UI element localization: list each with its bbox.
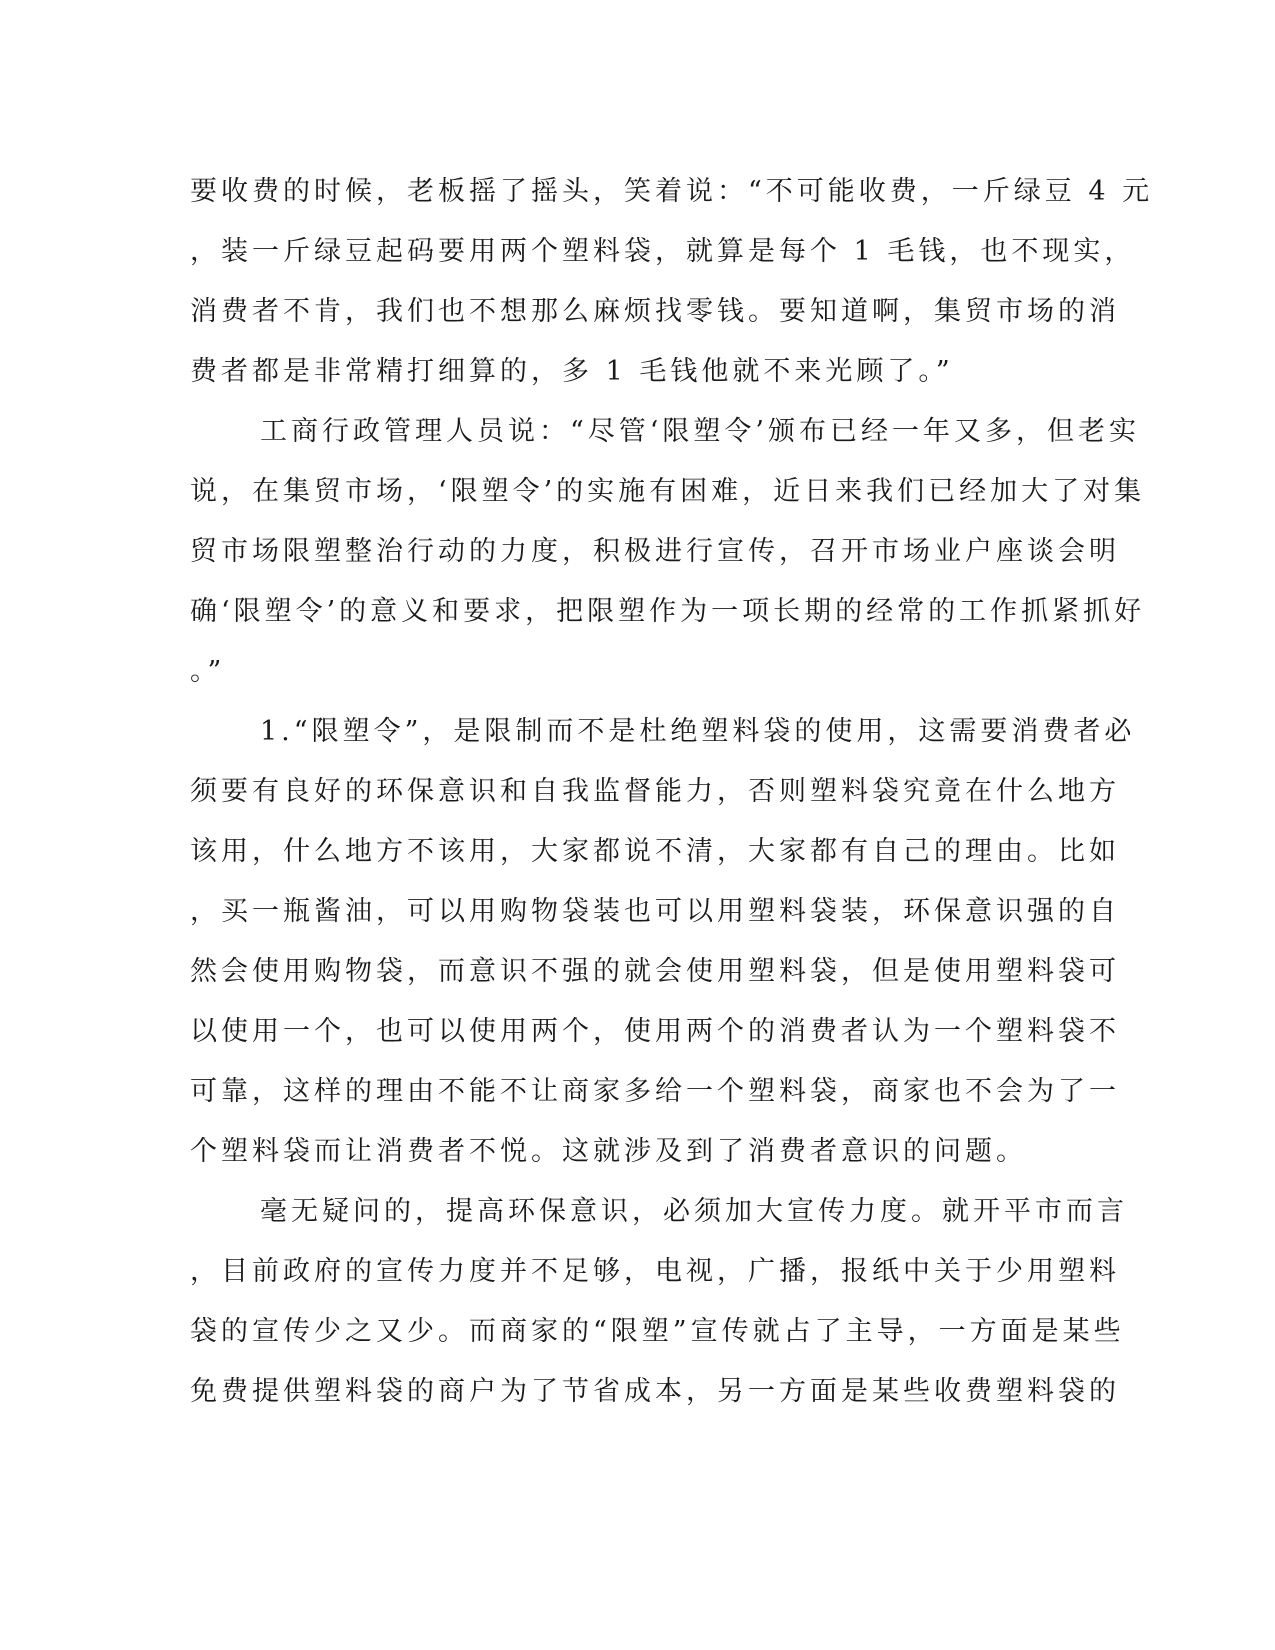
- text-line: 然会使用购物袋，而意识不强的就会使用塑料袋，但是使用塑料袋可: [190, 956, 1120, 987]
- text-line: 个塑料袋而让消费者不悦。这就涉及到了消费者意识的问题。: [190, 1136, 1027, 1167]
- text-line: 以使用一个，也可以使用两个，使用两个的消费者认为一个塑料袋不: [190, 1016, 1120, 1047]
- paragraph-first-line: 工商行政管理人员说：“尽管‘限塑令’颁布已经一年又多，但老实: [260, 416, 1140, 447]
- text-line: 该用，什么地方不该用，大家都说不清，大家都有自己的理由。比如: [190, 836, 1120, 867]
- text-line: 袋的宣传少之又少。而商家的“限塑”宣传就占了主导，一方面是某些: [190, 1316, 1125, 1347]
- text-line: ，目前政府的宣传力度并不足够，电视，广播，报纸中关于少用塑料: [190, 1256, 1120, 1287]
- paragraph-first-line: 1.“限塑令”，是限制而不是杜绝塑料袋的使用，这需要消费者必: [260, 716, 1136, 747]
- text-line: 说，在集贸市场，‘限塑令’的实施有困难，近日来我们已经加大了对集: [190, 476, 1146, 507]
- text-line: 免费提供塑料袋的商户为了节省成本，另一方面是某些收费塑料袋的: [190, 1376, 1120, 1407]
- text-line: 须要有良好的环保意识和自我监督能力，否则塑料袋究竟在什么地方: [190, 776, 1120, 807]
- paragraph-first-line: 毫无疑问的，提高环保意识，必须加大宣传力度。就开平市而言: [260, 1196, 1128, 1227]
- text-line: 。”: [190, 656, 226, 687]
- text-line: 确‘限塑令’的意义和要求，把限塑作为一项长期的经常的工作抓紧抓好: [190, 596, 1146, 627]
- text-line: 可靠，这样的理由不能不让商家多给一个塑料袋，商家也不会为了一: [190, 1076, 1120, 1107]
- text-line: 贸市场限塑整治行动的力度，积极进行宣传，召开市场业户座谈会明: [190, 536, 1120, 567]
- text-line: 费者都是非常精打细算的，多 1 毛钱他就不来光顾了。”: [190, 356, 954, 387]
- text-line: 要收费的时候，老板摇了摇头，笑着说：“不可能收费，一斤绿豆 4 元: [190, 176, 1154, 207]
- body-text: [190, 162, 1154, 1422]
- text-line: ，装一斤绿豆起码要用两个塑料袋，就算是每个 1 毛钱，也不现实，: [190, 236, 1136, 267]
- text-line: 消费者不肯，我们也不想那么麻烦找零钱。要知道啊，集贸市场的消: [190, 296, 1120, 327]
- text-line: ，买一瓶酱油，可以用购物袋装也可以用塑料袋装，环保意识强的自: [190, 896, 1120, 927]
